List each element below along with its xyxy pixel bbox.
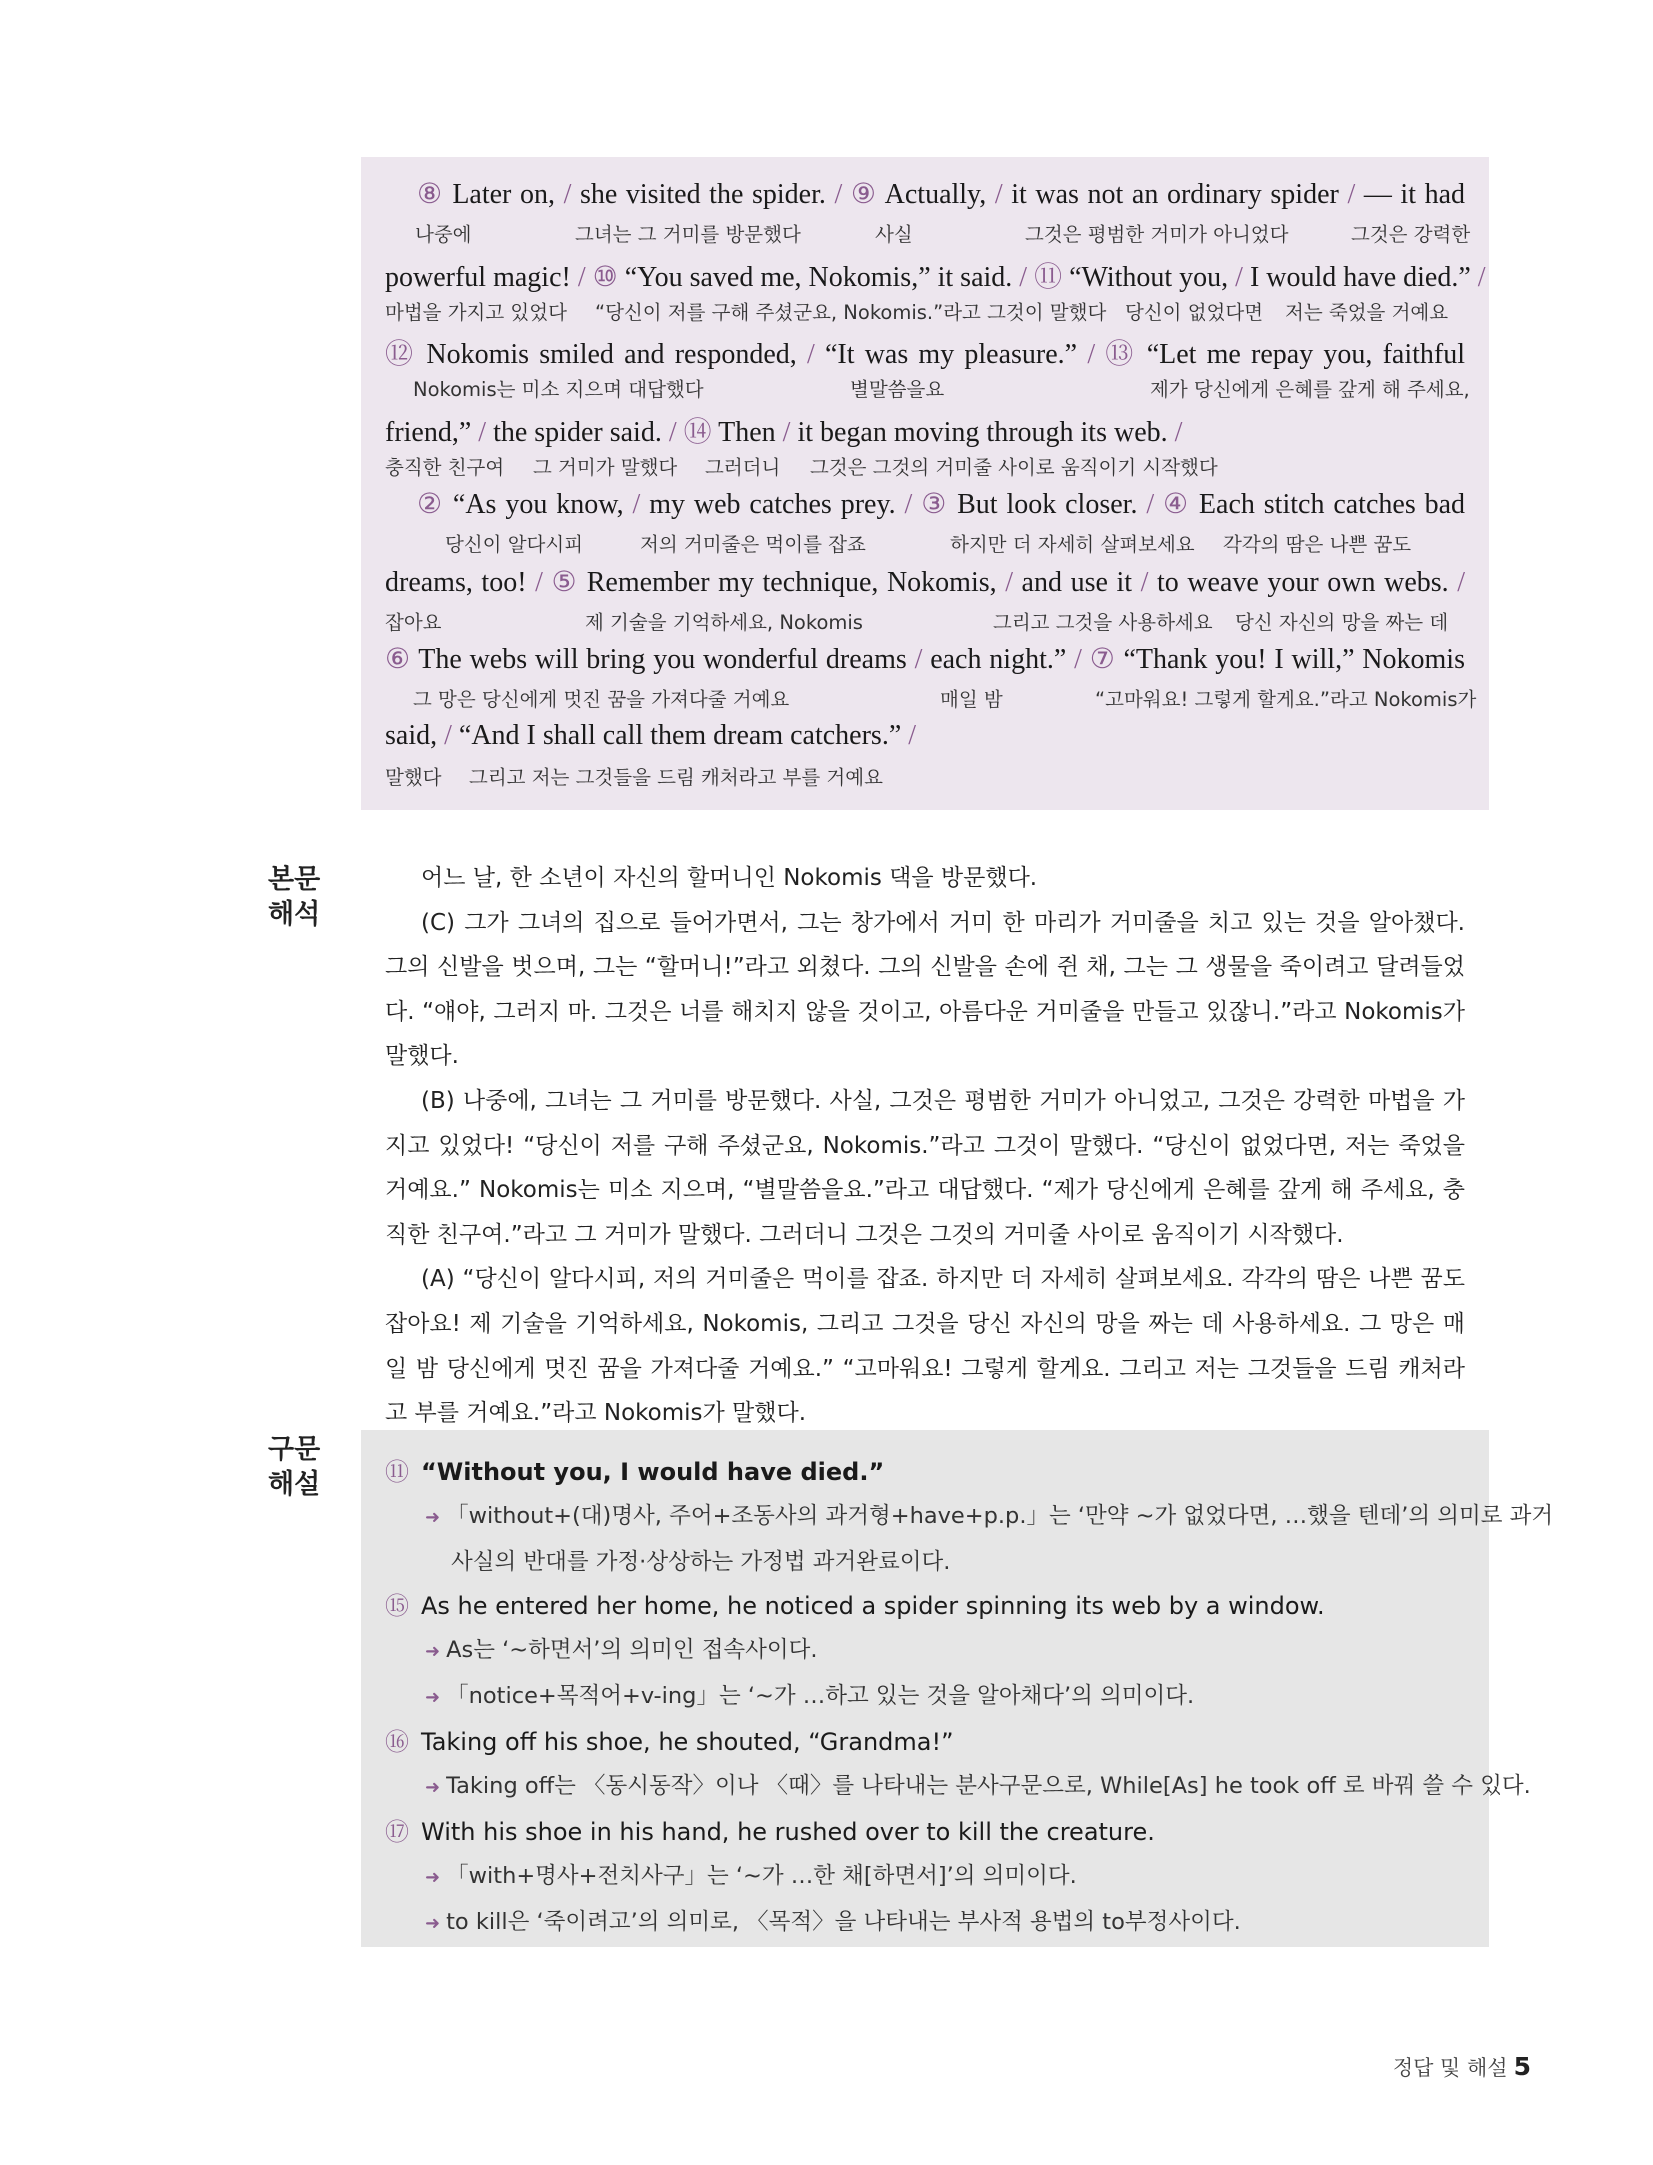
grammar-sentence: ⑪ “Without you, I would have died.” <box>385 1450 1465 1494</box>
korean-gloss: 그 망은 당신에게 멋진 꿈을 가져다줄 거예요 <box>413 688 790 711</box>
korean-gloss: Nokomis는 미소 지으며 대답했다 <box>413 378 704 401</box>
grammar-label: 구문 해설 <box>268 1434 321 1500</box>
korean-gloss: 그녀는 그 거미를 방문했다 <box>575 223 801 246</box>
korean-gloss: 그것은 평범한 거미가 아니었다 <box>1025 223 1289 246</box>
translation-label: 본문 해석 <box>268 864 321 930</box>
korean-gloss: 매일 밤 <box>940 688 1003 711</box>
english-line: ⑫ Nokomis smiled and responded, / “It was my pleasure.” / ⑬ “Let me repay you, faithful <box>385 339 1465 370</box>
footer-label: 정답 및 해설 <box>1392 2056 1508 2080</box>
arrow-icon: ➜ <box>425 1687 441 1708</box>
korean-gloss: 당신이 알다시피 <box>445 533 584 556</box>
grammar-note: ➜ As는 ‘~하면서’의 의미인 접속사이다. <box>425 1637 818 1663</box>
reading-line <box>385 332 1470 410</box>
grammar-sentence: ⑯ Taking off his shoe, he shouted, “Grandma!” <box>385 1720 1465 1764</box>
translation-paragraph: (A) “당신이 알다시피, 저의 거미줄은 먹이를 잡죠. 하지만 더 자세히 살펴보세요. 각각의 땀은 나쁜 꿈도 잡아요! 제 기술을 기억하세요, Nokomis, 그리고 그것을 당신 자신의 망을 짜는 데 사용하세요. 그 망은 매일 밤 당신에게 멋진 꿈을 가져다줄 거예요.” “고마워요! 그렇게 할게요. 그리고 저는 그것들을 드림 캐처라고 부를 거예요.”라고 Nokomis가 말했다. <box>385 1266 1465 1427</box>
grammar-note: ➜ 「without+(대)명사, 주어+조동사의 과거형+have+p.p.」는 ‘만약 ~가 없었다면, …했을 텐데’의 의미로 과거 <box>425 1503 1554 1529</box>
korean-gloss: 그것은 강력한 <box>1351 223 1471 246</box>
reading-line <box>385 565 1465 643</box>
grammar-box <box>361 1430 1554 1947</box>
korean-gloss: 말했다 <box>385 765 442 789</box>
reading-box <box>361 157 1489 810</box>
grammar-note: ➜ Taking off는 〈동시동작〉이나 〈때〉를 나타내는 분사구문으로, While[As] he took off 로 바꿔 쓸 수 있다. <box>425 1773 1531 1799</box>
grammar-note: ➜ 「notice+목적어+v-ing」는 ‘~가 …하고 있는 것을 알아채다’의 의미이다. <box>425 1683 1195 1709</box>
sentence-number: ⑰ <box>385 1818 409 1846</box>
page-number: 5 <box>1513 2052 1531 2081</box>
arrow-icon: ➜ <box>425 1777 441 1798</box>
sentence-number: ⑮ <box>385 1592 409 1620</box>
korean-gloss: 그것은 그것의 거미줄 사이로 움직이기 시작했다 <box>810 455 1218 479</box>
reading-line <box>385 255 1486 333</box>
arrow-icon: ➜ <box>425 1507 441 1528</box>
korean-gloss: 잡아요 <box>385 610 442 634</box>
korean-gloss: 그 거미가 말했다 <box>533 455 678 479</box>
arrow-icon: ➜ <box>425 1641 441 1662</box>
korean-gloss: 제가 당신에게 은혜를 갚게 해 주세요, <box>1150 378 1470 401</box>
english-line: ② “As you know, / my web catches prey. / ③ But look closer. / ④ Each stitch catches bad <box>417 489 1466 520</box>
grammar-sentence: ⑰ With his shoe in his hand, he rushed over to kill the creature. <box>385 1810 1465 1854</box>
korean-gloss: 저의 거미줄은 먹이를 잡죠 <box>640 533 866 556</box>
grammar-note: 사실의 반대를 가정·상상하는 가정법 과거완료이다. <box>451 1549 951 1575</box>
arrow-icon: ➜ <box>425 1913 441 1934</box>
reading-line <box>385 487 1465 565</box>
korean-gloss: 그리고 그것을 사용하세요 <box>993 610 1213 634</box>
arrow-icon: ➜ <box>425 1867 441 1888</box>
korean-gloss: 제 기술을 기억하세요, Nokomis <box>585 610 863 634</box>
translation-paragraph: 어느 날, 한 소년이 자신의 할머니인 Nokomis 댁을 방문했다. <box>421 865 1038 891</box>
sentence-number: ⑪ <box>385 1458 409 1486</box>
page-footer <box>1393 2052 1531 2082</box>
reading-line <box>385 177 1471 255</box>
korean-gloss: 나중에 <box>415 223 472 246</box>
reading-line <box>385 720 1465 798</box>
english-line: powerful magic! / ⑩ “You saved me, Nokomis,” it said. / ⑪ “Without you, / I would have died.” / <box>385 261 1486 293</box>
reading-line <box>385 410 1465 488</box>
korean-gloss: 저는 죽었을 거예요 <box>1285 300 1449 324</box>
translation-section <box>385 856 1465 1436</box>
korean-gloss: 당신 자신의 망을 짜는 데 <box>1235 610 1449 634</box>
korean-gloss: 그리고 저는 그것들을 드림 캐처라고 부를 거예요 <box>469 765 883 789</box>
korean-gloss: 그러더니 <box>705 455 781 479</box>
korean-gloss: 사실 <box>875 223 913 246</box>
english-line: ⑥ The webs will bring you wonderful dreams / each night.” / ⑦ “Thank you! I will,” Nokomis <box>385 644 1465 675</box>
grammar-note: ➜ 「with+명사+전치사구」는 ‘~가 …한 채[하면서]’의 의미이다. <box>425 1863 1077 1889</box>
korean-gloss: 하지만 더 자세히 살펴보세요 <box>950 533 1195 556</box>
korean-gloss: 마법을 가지고 있었다 <box>385 300 567 324</box>
korean-gloss: “당신이 저를 구해 주셨군요, Nokomis.”라고 그것이 말했다 <box>595 300 1107 324</box>
translation-paragraph: (C) 그가 그녀의 집으로 들어가면서, 그는 창가에서 거미 한 마리가 거미줄을 치고 있는 것을 알아챘다. 그의 신발을 벗으며, 그는 “할머니!”라고 외쳤다. 그의 신발을 손에 쥔 채, 그는 그 생물을 죽이려고 달려들었다. “얘야, 그러지 마. 그것은 너를 해치지 않을 것이고, 아름다운 거미줄을 만들고 있잖니.”라고 Nokomis가 말했다. <box>385 909 1465 1070</box>
korean-gloss: 충직한 친구여 <box>385 455 505 479</box>
korean-gloss: 각각의 땀은 나쁜 꿈도 <box>1223 533 1412 556</box>
english-line: said, / “And I shall call them dream catchers.” / <box>385 719 917 751</box>
sentence-number: ⑯ <box>385 1728 409 1756</box>
reading-line <box>385 642 1477 720</box>
english-line: dreams, too! / ⑤ Remember my technique, Nokomis, / and use it / to weave your own webs. / <box>385 566 1466 598</box>
translation-paragraph: (B) 나중에, 그녀는 그 거미를 방문했다. 사실, 그것은 평범한 거미가 아니었고, 그것은 강력한 마법을 가지고 있었다! “당신이 저를 구해 주셨군요, Nokomis.”라고 그것이 말했다. “당신이 없었다면, 저는 죽었을 거예요.” Nokomis는 미소 지으며, “별말씀을요.”라고 대답했다. “제가 당신에게 은혜를 갚게 해 주세요, 충직한 친구여.”라고 그 거미가 말했다. 그러더니 그것은 그것의 거미줄 사이로 움직이기 시작했다. <box>385 1087 1465 1248</box>
korean-gloss: 당신이 없었다면 <box>1125 300 1264 324</box>
korean-gloss: 별말씀을요 <box>850 378 945 401</box>
english-line: friend,” / the spider said. / ⑭ Then / it began moving through its web. / <box>385 416 1183 448</box>
korean-gloss: “고마워요! 그렇게 할게요.”라고 Nokomis가 <box>1095 688 1477 711</box>
grammar-note: ➜ to kill은 ‘죽이려고’의 의미로, 〈목적〉을 나타내는 부사적 용법의 to부정사이다. <box>425 1909 1241 1935</box>
english-line: ⑧ Later on, / she visited the spider. / ⑨ Actually, / it was not an ordinary spider / — it had <box>417 179 1466 210</box>
grammar-sentence: ⑮ As he entered her home, he noticed a spider spinning its web by a window. <box>385 1584 1465 1628</box>
